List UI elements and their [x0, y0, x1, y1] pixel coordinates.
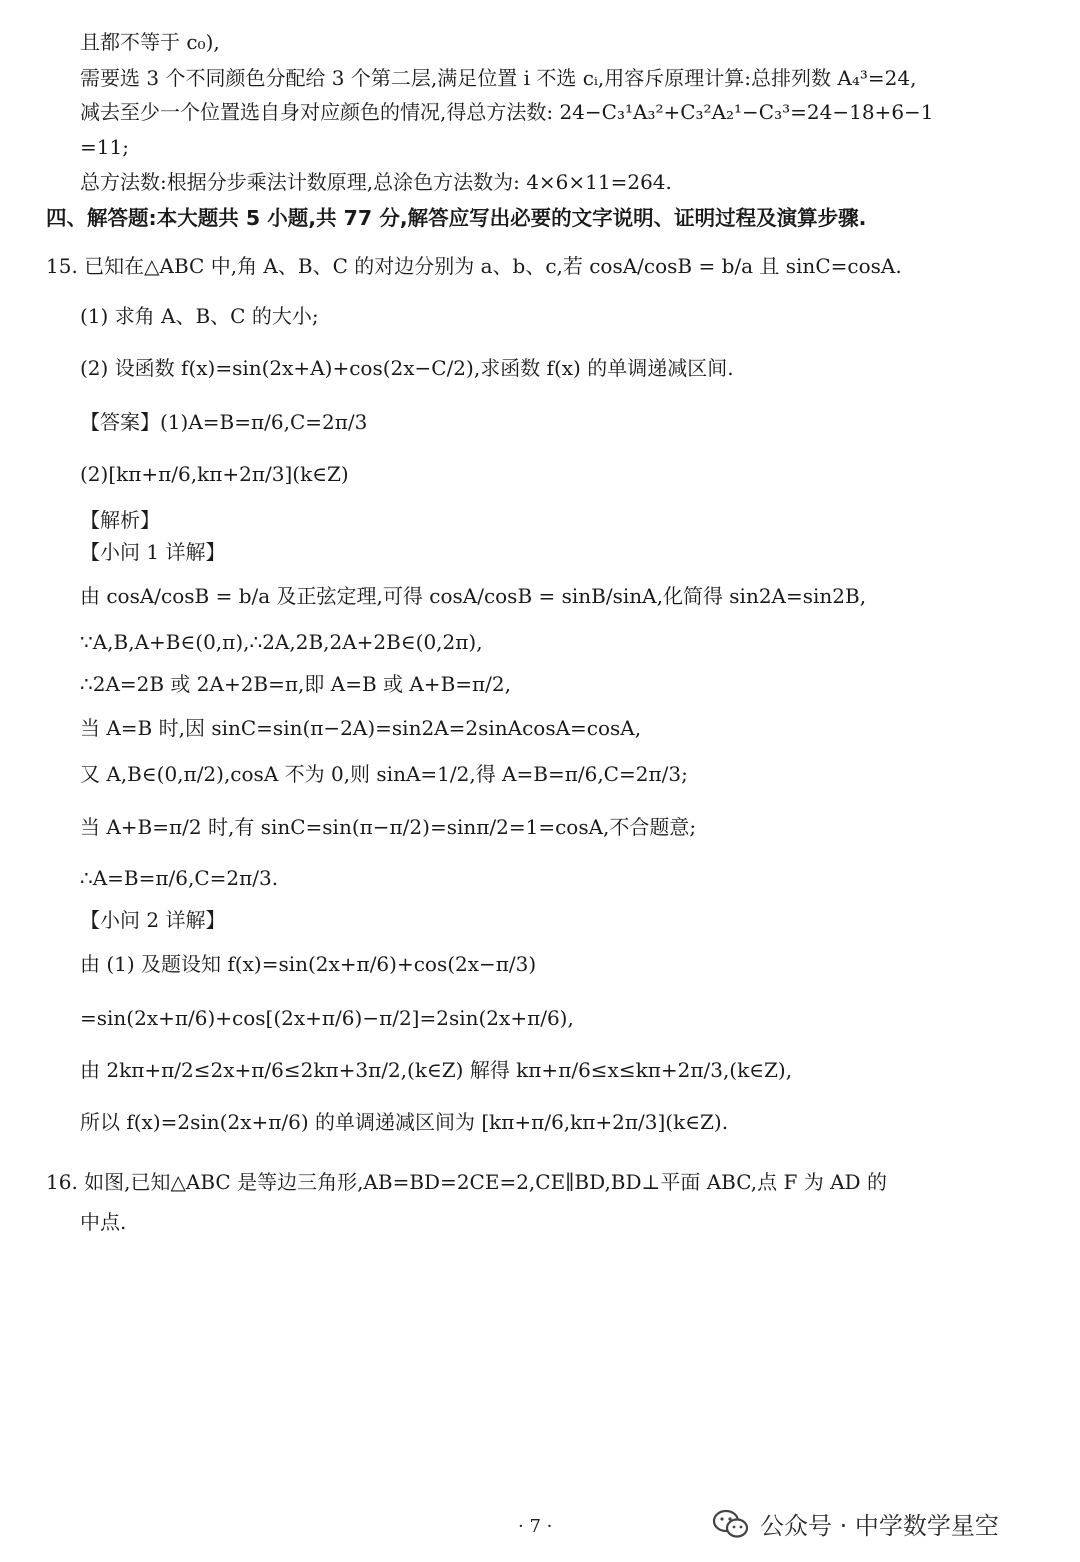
problem-15-statement: 15. 已知在△ABC 中,角 A、B、C 的对边分别为 a、b、c,若 cosA/cosB = b/a 且 sinC=cosA. [46, 254, 902, 278]
solution2-line-4: 所以 f(x)=2sin(2x+π/6) 的单调递减区间为 [kπ+π/6,kπ+2π/3](k∈Z). [80, 1110, 729, 1134]
text-line-1: 且都不等于 c₀), [80, 30, 220, 54]
text-line-5: 总方法数:根据分步乘法计数原理,总涂色方法数为: 4×6×11=264. [80, 170, 672, 194]
watermark [712, 1506, 999, 1541]
problem-15-part-1: (1) 求角 A、B、C 的大小; [80, 304, 319, 328]
answer-1: 【答案】(1)A=B=π/6,C=2π/3 [80, 410, 368, 434]
analysis-label: 【解析】 [80, 508, 160, 532]
answer-2: (2)[kπ+π/6,kπ+2π/3](k∈Z) [80, 462, 349, 486]
text-line-3: 减去至少一个位置选自身对应颜色的情况,得总方法数: 24−C₃¹A₃²+C₃²A₂¹−C₃³=24−18+6−1 [80, 100, 934, 124]
solution2-line-3: 由 2kπ+π/2≤2x+π/6≤2kπ+3π/2,(k∈Z) 解得 kπ+π/6≤x≤kπ+2π/3,(k∈Z), [80, 1058, 793, 1082]
problem-16-statement: 16. 如图,已知△ABC 是等边三角形,AB=BD=2CE=2,CE∥BD,BD⊥平面 ABC,点 F 为 AD 的 [46, 1170, 887, 1194]
solution-line-3: ∴2A=2B 或 2A+2B=π,即 A=B 或 A+B=π/2, [80, 672, 511, 696]
section-heading: 四、解答题:本大题共 5 小题,共 77 分,解答应写出必要的文字说明、证明过程及演算步骤. [46, 206, 867, 230]
text-line-4: =11; [80, 135, 129, 159]
solution-line-6: 当 A+B=π/2 时,有 sinC=sin(π−π/2)=sinπ/2=1=cosA,不合题意; [80, 815, 697, 839]
solution-line-7: ∴A=B=π/6,C=2π/3. [80, 866, 279, 890]
solution2-line-2: =sin(2x+π/6)+cos[(2x+π/6)−π/2]=2sin(2x+π/6), [80, 1006, 574, 1030]
solution-line-2: ∵A,B,A+B∈(0,π),∴2A,2B,2A+2B∈(0,2π), [80, 630, 483, 654]
watermark-label: 公众号 · 中学数学星空 [760, 1512, 999, 1540]
problem-16-continuation: 中点. [80, 1210, 127, 1234]
text-line-2: 需要选 3 个不同颜色分配给 3 个第二层,满足位置 i 不选 cᵢ,用容斥原理计算:总排列数 A₄³=24, [80, 66, 917, 90]
sub-question-1-label: 【小问 1 详解】 [80, 540, 226, 564]
solution-line-5: 又 A,B∈(0,π/2),cosA 不为 0,则 sinA=1/2,得 A=B=π/6,C=2π/3; [80, 762, 688, 786]
problem-15-part-2: (2) 设函数 f(x)=sin(2x+A)+cos(2x−C/2),求函数 f(x) 的单调递减区间. [80, 356, 734, 380]
solution2-line-1: 由 (1) 及题设知 f(x)=sin(2x+π/6)+cos(2x−π/3) [80, 952, 537, 976]
sub-question-2-label: 【小问 2 详解】 [80, 908, 226, 932]
page-number: · 7 · [518, 1516, 553, 1537]
solution-line-4: 当 A=B 时,因 sinC=sin(π−2A)=sin2A=2sinAcosA=cosA, [80, 716, 642, 740]
wechat-icon [712, 1509, 750, 1539]
solution-line-1: 由 cosA/cosB = b/a 及正弦定理,可得 cosA/cosB = sinB/sinA,化简得 sin2A=sin2B, [80, 584, 867, 608]
